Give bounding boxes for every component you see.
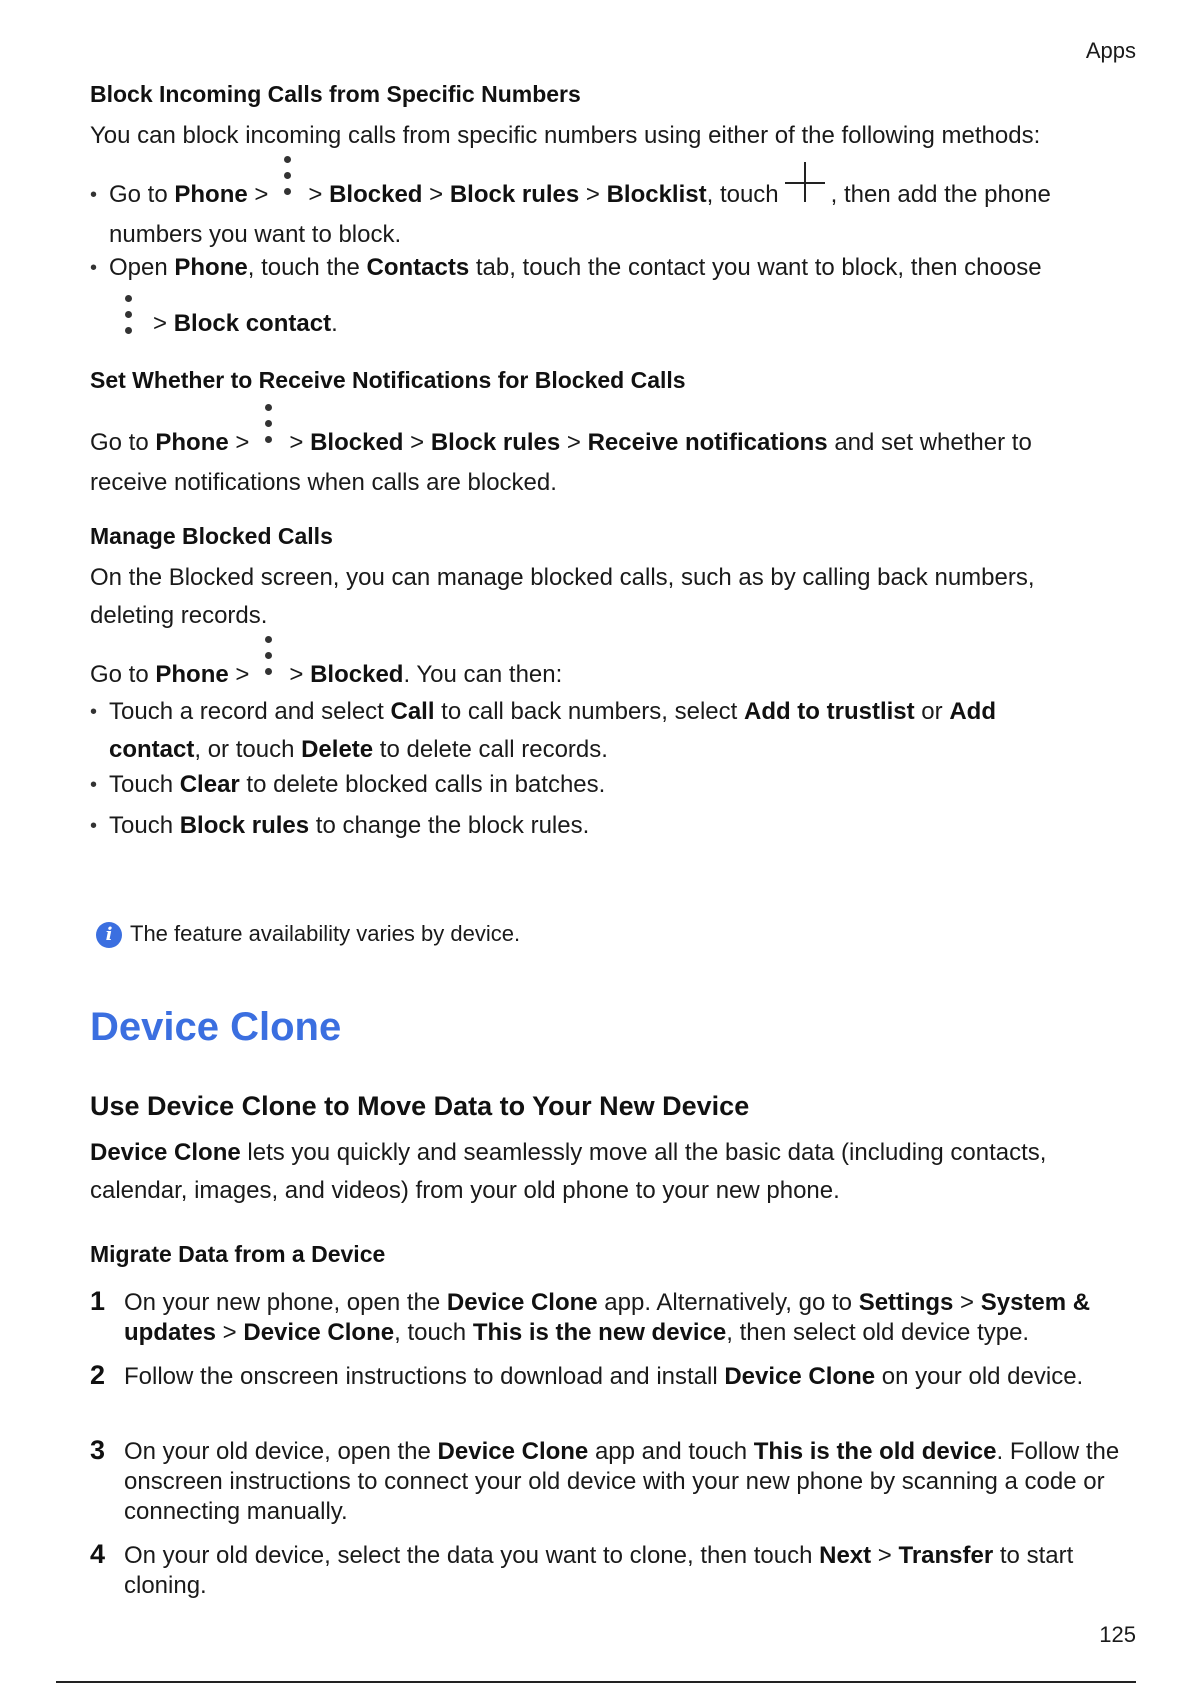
bullet-dot: • [90,774,98,796]
more-menu-icon [263,402,271,442]
info-note [96,919,520,949]
step-text: On your old device, open the Device Clone app and touch This is the old device. Follow the onscreen instructions to connect your old device with your new phone by scanning a code or connecting manually. [124,1438,1120,1525]
bullet-dot: • [90,701,98,723]
bullet-text: Open Phone, touch the Contacts tab, touch the contact you want to block, then choose [109,254,1042,281]
page-number: 125 [1099,1622,1136,1647]
notifications-title: Set Whether to Receive Notifications for Blocked Calls [90,367,686,393]
more-menu-icon [282,154,290,194]
bullet-dot: • [90,815,98,837]
footer-divider [56,1681,1136,1683]
page-content [90,0,1135,1684]
step-text: Follow the onscreen instructions to download and install Device Clone on your old device. [124,1363,1084,1390]
block-numbers-title: Block Incoming Calls from Specific Numbers [90,81,581,107]
step-text: On your old device, select the data you want to clone, then touch Next > Transfer to start cloning. [124,1542,1074,1599]
bullet-text: Touch a record and select Call to call back numbers, select Add to trustlist or Add contact, or touch Delete to delete call records. [109,698,996,763]
device-clone-subtitle: Use Device Clone to Move Data to Your New Device [90,1091,750,1121]
manage-intro: On the Blocked screen, you can manage blocked calls, such as by calling back numbers, deleting records. [90,564,1035,629]
bullet-dot: • [90,184,98,206]
step-number: 1 [90,1286,106,1316]
bullet-text: > Block contact. [109,305,1119,343]
device-clone-intro: Device Clone lets you quickly and seamlessly move all the basic data (including contacts, calendar, images, and videos) from your old phone to your new phone. [90,1139,1047,1204]
manage-goto: Go to Phone > > Blocked. You can then: [90,656,1120,696]
more-menu-icon [123,293,131,331]
block-numbers-intro: You can block incoming calls from specific numbers using either of the following methods: [90,122,1041,149]
bullet-text: Touch Block rules to change the block rules. [109,812,590,839]
bullet-dot: • [90,257,98,279]
section-header: Apps [1085,38,1136,63]
add-icon [783,160,827,198]
info-note-text: The feature availability varies by device. [130,921,521,946]
step-number: 4 [90,1539,106,1569]
more-menu-icon [263,634,271,674]
device-clone-title: Device Clone [90,1005,342,1049]
step-number: 2 [90,1360,106,1390]
step-text: On your new phone, open the Device Clone app. Alternatively, go to Settings > System & updates > Device Clone, touch This is the new device, then select old device type. [124,1289,1091,1346]
migrate-title: Migrate Data from a Device [90,1241,386,1267]
bullet-text: Touch Clear to delete blocked calls in batches. [109,771,606,798]
info-icon: i [96,922,122,948]
manage-title: Manage Blocked Calls [90,523,333,549]
step-number: 3 [90,1435,106,1465]
notifications-text: Go to Phone > > Blocked > Block rules > Receive notifications and set whether to receive notifications when calls are blocked. [90,424,1120,502]
bullet-text: Go to Phone > > Blocked > Block rules > Blocklist, touch , then add the phone numbers you want to block. [109,176,1119,254]
